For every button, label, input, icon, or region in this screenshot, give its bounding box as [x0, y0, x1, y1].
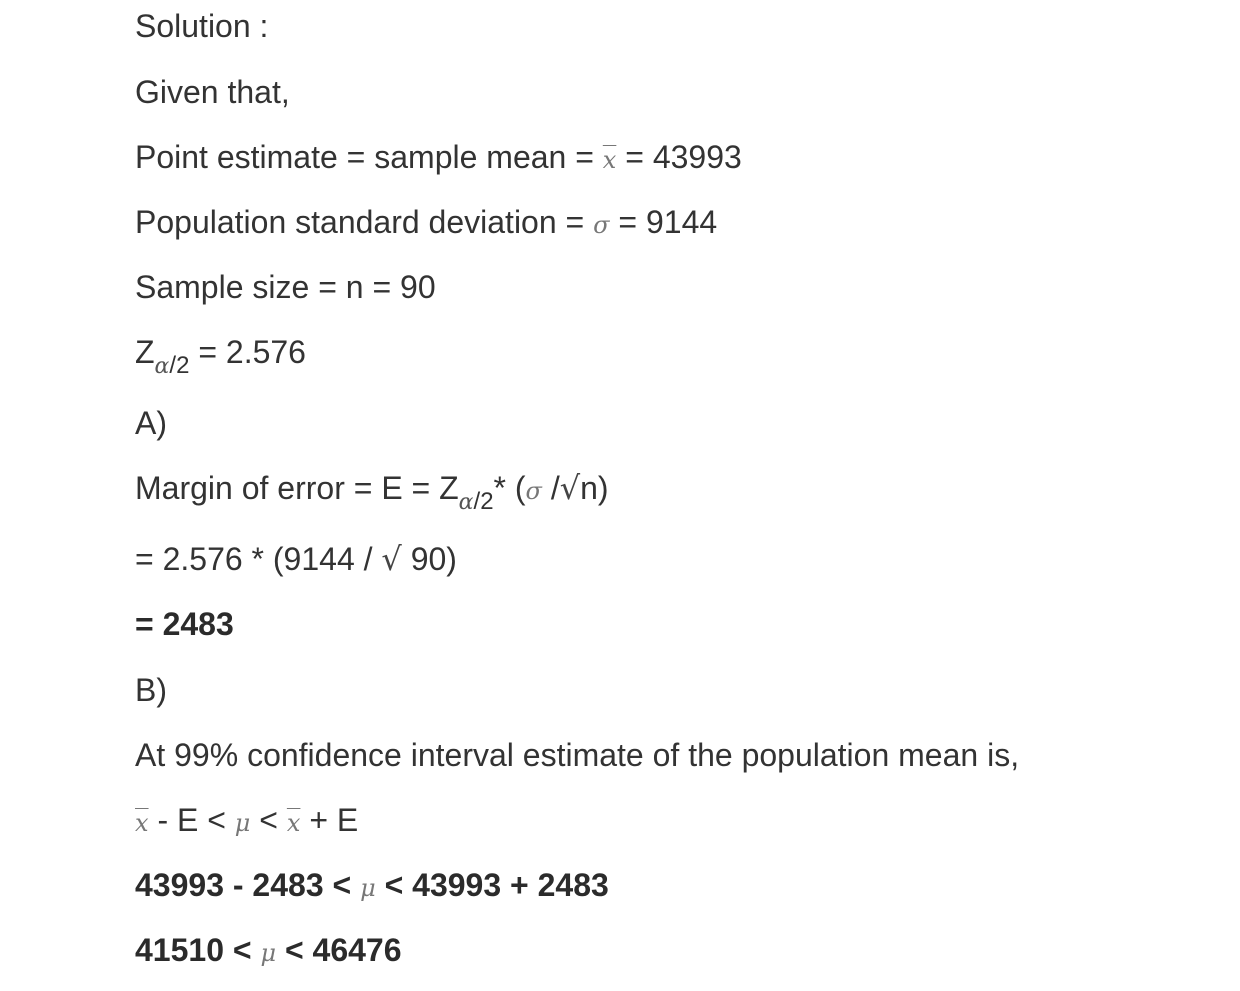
ineq-end: + E: [300, 802, 359, 838]
sample-size-line: [135, 267, 436, 307]
final-left: 41510 <: [135, 932, 261, 968]
calc-prefix: = 2.576 * (9144 /: [135, 541, 382, 577]
sample-size-text: Sample size = n = 90: [135, 269, 436, 305]
moe-calculation-line: [135, 539, 457, 579]
point-estimate-value: = 43993: [616, 139, 742, 175]
part-b-label-text: B): [135, 672, 167, 708]
alpha-symbol: α: [154, 354, 170, 379]
solution-heading: [135, 6, 268, 46]
ci-statement-line: [135, 735, 1019, 775]
part-a-label-text: A): [135, 405, 167, 441]
sigma-symbol: σ: [593, 211, 610, 239]
mu-symbol: μ: [234, 809, 251, 837]
std-dev-line: [135, 202, 717, 245]
ci-numeric-line: [135, 865, 609, 908]
xbar-symbol: $\overline{x}$: [602, 146, 617, 174]
given-text: Given that,: [135, 74, 290, 110]
part-b-label: [135, 670, 167, 710]
z-subscript: [155, 352, 190, 379]
ineq-mid-1: - E <: [148, 802, 235, 838]
z-subscript-rest: /2: [169, 352, 190, 379]
numeric-left: 43993 - 2483 <: [135, 867, 361, 903]
sqrt-icon: √: [559, 469, 581, 507]
ci-formula-line: [135, 800, 358, 843]
solution-heading-text: Solution :: [135, 8, 269, 44]
moe-subscript-rest: /2: [473, 488, 494, 515]
final-mu-symbol: μ: [260, 939, 277, 967]
moe-sigma-symbol: σ: [525, 477, 542, 505]
final-right: < 46476: [276, 932, 402, 968]
moe-star: * (: [493, 470, 526, 506]
calc-suffix: 90): [401, 541, 457, 577]
moe-result-line: [135, 604, 234, 644]
ineq-mid-2: <: [250, 802, 287, 838]
z-symbol: Z: [135, 334, 155, 370]
moe-result: = 2483: [135, 606, 234, 642]
z-value: = 2.576: [189, 334, 306, 370]
margin-of-error-line: [135, 468, 609, 513]
ci-statement: At 99% confidence interval estimate of the population mean is,: [135, 737, 1020, 773]
std-dev-value: = 9144: [609, 204, 718, 240]
ineq-xbar-left: $\overline{x}$: [135, 809, 149, 837]
given-line: [135, 72, 290, 112]
z-value-line: [135, 332, 306, 377]
moe-prefix: Margin of error = E = Z: [135, 470, 459, 506]
point-estimate-line: [135, 137, 742, 180]
point-estimate-label: Point estimate = sample mean =: [135, 139, 603, 175]
moe-alpha-symbol: α: [458, 490, 474, 515]
ineq-xbar-right: $\overline{x}$: [286, 809, 301, 837]
std-dev-label: Population standard deviation =: [135, 204, 594, 240]
moe-z-subscript: [459, 488, 494, 515]
part-a-label: [135, 403, 167, 443]
numeric-mu-symbol: μ: [360, 874, 376, 902]
moe-slash: /: [541, 470, 560, 506]
numeric-right: < 43993 + 2483: [375, 867, 609, 903]
moe-n: n): [580, 470, 609, 506]
calc-sqrt-icon: √: [381, 540, 402, 578]
ci-final-line: [135, 930, 402, 973]
